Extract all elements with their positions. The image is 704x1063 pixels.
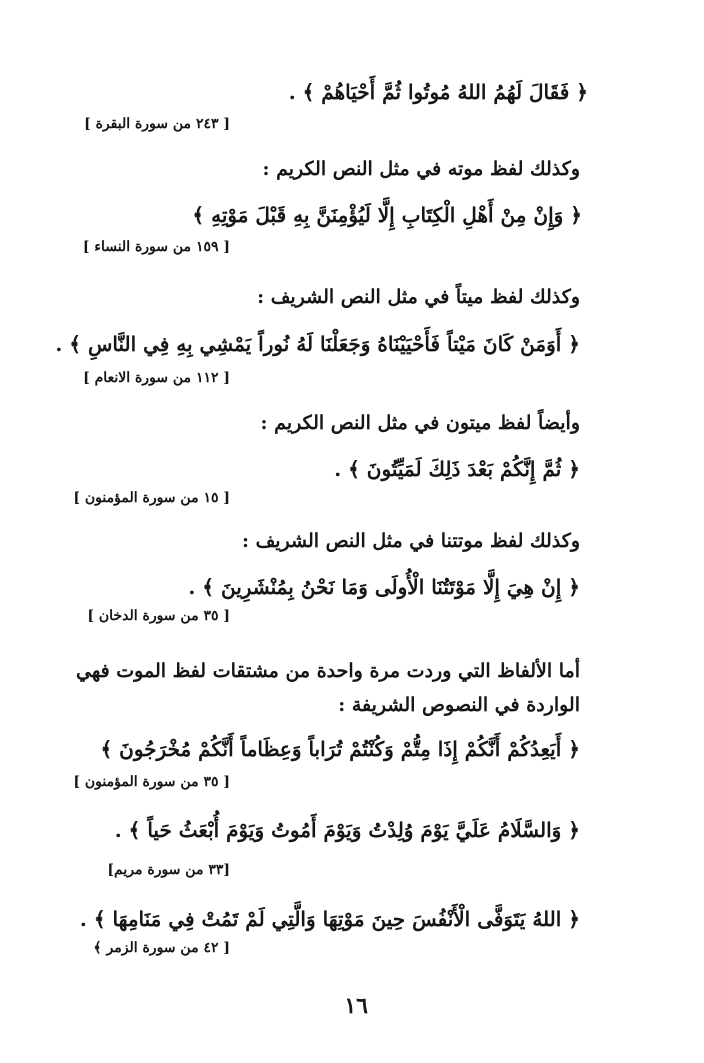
verse-muminun: ﴿ ثُمَّ إِنَّكُمْ بَعْدَ ذَلِكَ لَمَيِّتُونَ ﴾ . (334, 457, 580, 481)
reference-muminun: [ ١٥ من سورة المؤمنون ] (73, 490, 230, 506)
intro-mayyitan: وكذلك لفظ ميتاً في مثل النص الشريف : (257, 286, 580, 308)
verse-nisa: ﴿ وَإِنْ مِنْ أَهْلِ الْكِتَابِ إِلَّا لَيُؤْمِنَنَّ بِهِ قَبْلَ مَوْتِهِ ﴾ (192, 203, 582, 227)
page-number: ١٦ (344, 993, 368, 1019)
verse-anaam: ﴿ أَوَمَنْ كَانَ مَيْتاً فَأَحْيَيْنَاهُ وَجَعَلْنَا لَهُ نُوراً يَمْشِي بِهِ فِي النَّاسِ ﴾ . (55, 332, 580, 356)
verse-maryam: ﴿ وَالسَّلَامُ عَلَيَّ يَوْمَ وُلِدْتُ وَيَوْمَ أَمُوتُ وَيَوْمَ أُبْعَثُ حَياً ﴾ . (114, 818, 580, 842)
paragraph-line-1: أما الألفاظ التي وردت مرة واحدة من مشتقات لفظ الموت فهي (75, 660, 580, 682)
verse-muminun-35: ﴿ أَيَعِدُكُمْ أَنَّكُمْ إِذَا مِتُّمْ وَكُنْتُمْ تُرَاباً وَعِظَاماً أَنَّكُمْ مُخْرَجُونَ ﴾ (100, 737, 580, 761)
reference-muminun-35: [ ٣٥ من سورة المؤمنون ] (73, 774, 230, 790)
intro-mawtih: وكذلك لفظ موته في مثل النص الكريم : (262, 158, 580, 180)
reference-anaam: [ ١١٢ من سورة الانعام ] (83, 370, 230, 386)
intro-mayyitun: وأيضاً لفظ ميتون في مثل النص الكريم : (260, 412, 580, 434)
reference-zumar: [ ٤٢ من سورة الزمر ﴾ (93, 940, 230, 956)
verse-baqarah: ﴿ فَقَالَ لَهُمُ اللهُ مُوتُوا ثُمَّ أَحْيَاهُمْ ﴾ . (288, 80, 588, 104)
reference-dukhan: [ ٣٥ من سورة الدخان ] (87, 608, 230, 624)
reference-nisa: [ ١٥٩ من سورة النساء ] (82, 239, 230, 255)
paragraph-line-2: الواردة في النصوص الشريفة : (338, 694, 580, 716)
verse-dukhan: ﴿ إِنْ هِيَ إِلَّا مَوْتَتُنَا الْأُولَى وَمَا نَحْنُ بِمُنْشَرِينَ ﴾ . (188, 575, 580, 599)
intro-mawtatuna: وكذلك لفظ موتتنا في مثل النص الشريف : (241, 530, 580, 552)
verse-zumar: ﴿ اللهُ يَتَوَفَّى الْأَنْفُسَ حِينَ مَوْتِهَا وَالَّتِي لَمْ تَمُتْ فِي مَنَامِهَا ﴾ . (79, 907, 580, 931)
reference-baqarah: [ ٢٤٣ من سورة البقرة ] (84, 116, 230, 132)
reference-maryam: [٣٣ من سورة مريم] (107, 862, 230, 878)
